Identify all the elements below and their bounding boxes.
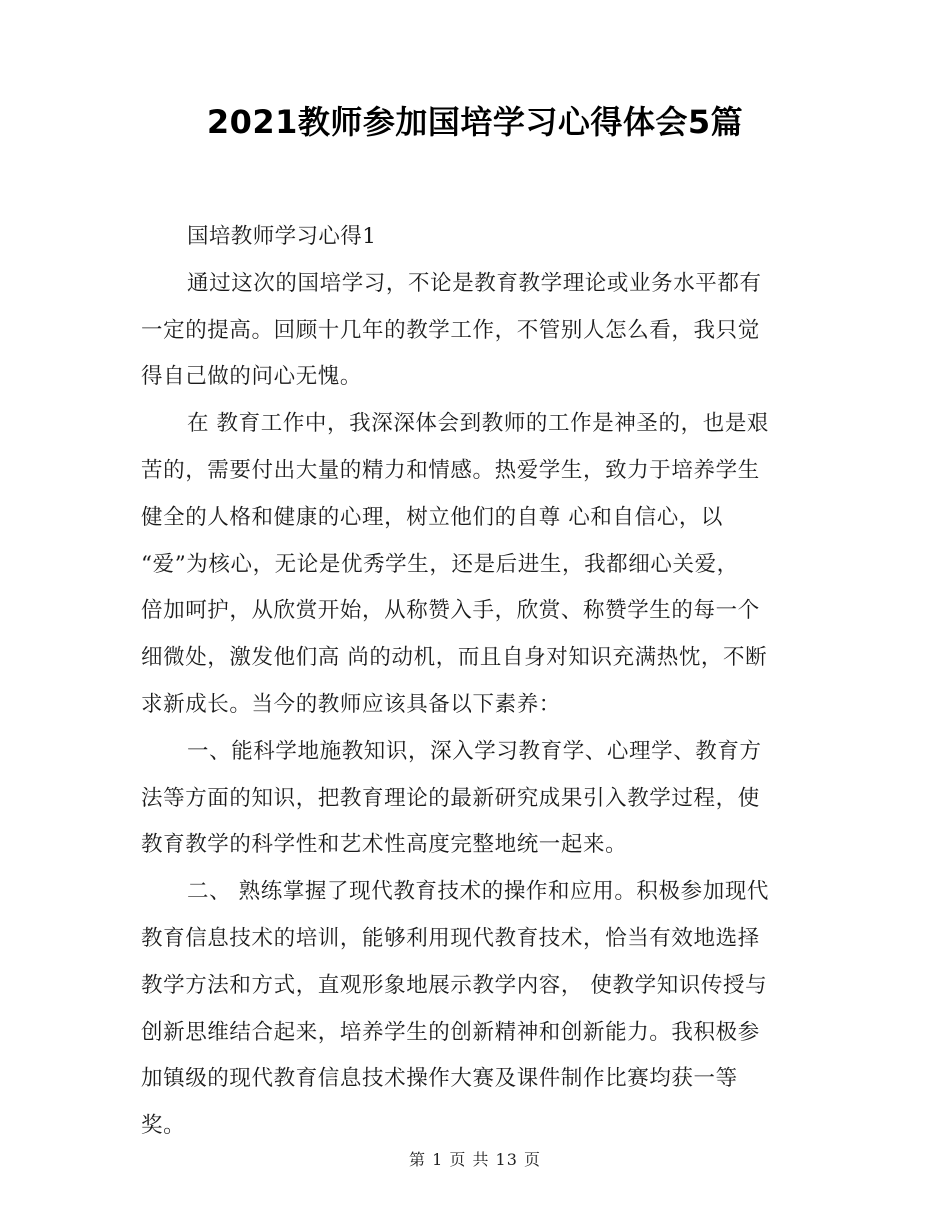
document-body	[141, 214, 807, 1150]
paragraph-line: 通过这次的国培学习，不论是教育教学理论或业务水平都有	[187, 270, 762, 296]
paragraph-line: 求新成长。当今的教师应该具备以下素养：	[141, 691, 561, 717]
paragraph-line: 得自己做的问心无愧。	[141, 364, 363, 390]
paragraph-line: 一定的提高。回顾十几年的教学工作，不管别人怎么看，我只觉	[141, 317, 760, 343]
paragraph-line: 细微处，激发他们高 尚的动机，而且自身对知识充满热忱，不断	[141, 645, 768, 671]
paragraph-line: 二、 熟练掌握了现代教育技术的操作和应用。积极参加现代	[187, 879, 770, 905]
document-title: 2021教师参加国培学习心得体会5篇	[206, 103, 744, 141]
paragraph-line: “爱”为核心，无论是优秀学生，还是后进生，我都细心关爱，	[141, 551, 739, 577]
paragraph-line: 奖。	[141, 1113, 186, 1139]
paragraph-line: 教育教学的科学性和艺术性高度完整地统一起来。	[141, 832, 628, 858]
paragraph-line: 法等方面的知识，把教育理论的最新研究成果引入教学过程，使	[141, 785, 760, 811]
paragraph-line: 创新思维结合起来，培养学生的创新精神和创新能力。我积极参	[141, 1019, 760, 1045]
paragraph-line: 一、能科学地施教知识，深入学习教育学、心理学、教育方	[187, 738, 762, 764]
page-number-footer: 第 1 页 共 13 页	[409, 1150, 541, 1169]
paragraph-line: 在 教育工作中，我深深体会到教师的工作是神圣的，也是艰	[187, 411, 770, 437]
paragraph-line: 教育信息技术的培训，能够利用现代教育技术，恰当有效地选择	[141, 925, 760, 951]
section-heading: 国培教师学习心得1	[187, 224, 377, 249]
paragraph-line: 健全的人格和健康的心理，树立他们的自尊 心和自信心，以	[141, 504, 724, 530]
paragraph-line: 教学方法和方式，直观形象地展示教学内容， 使教学知识传授与	[141, 972, 768, 998]
paragraph-line: 加镇级的现代教育信息技术操作大赛及课件制作比赛均获一等	[141, 1066, 738, 1092]
paragraph-line: 倍加呵护，从欣赏开始，从称赞入手，欣赏、称赞学生的每一个	[141, 598, 760, 624]
paragraph-line: 苦的，需要付出大量的精力和情感。热爱学生，致力于培养学生	[141, 457, 760, 483]
